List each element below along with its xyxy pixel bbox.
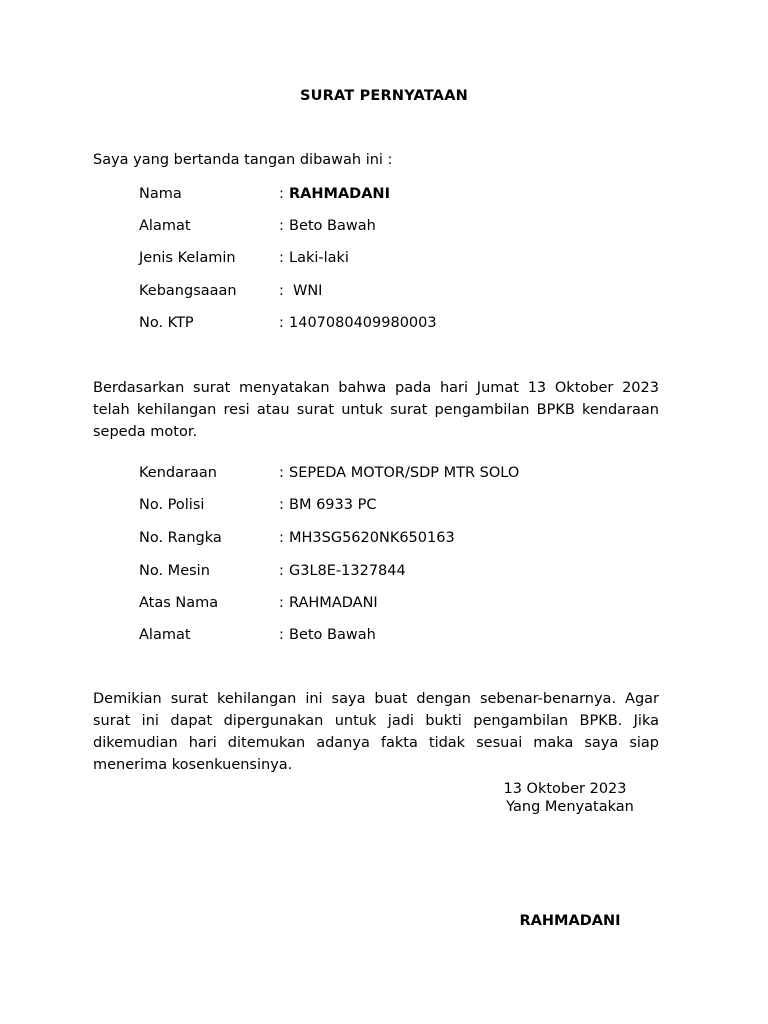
intro-text: Saya yang bertanda tangan dibawah ini : (93, 152, 393, 168)
field-label: Kendaraan (139, 465, 217, 481)
field-value: G3L8E-1327844 (289, 563, 406, 579)
field-colon: : (279, 250, 284, 266)
closing-paragraph: Demikian surat kehilangan ini saya buat dengan sebenar-benarnya. Agar surat ini dapat dipergunakan untuk jadi bukti pengambilan BPKB. Jika dikemudian hari ditemukan adanya fakta tidak sesuai maka saya siap menerima kosenkuensinya. (93, 691, 659, 773)
field-label: No. Mesin (139, 563, 210, 579)
field-label: Alamat (139, 218, 191, 234)
field-colon: : (279, 627, 284, 643)
field-label: No. Polisi (139, 497, 205, 513)
field-label: Alamat (139, 627, 191, 643)
field-colon: : (279, 186, 284, 202)
field-value: 1407080409980003 (289, 315, 437, 331)
field-label: Kebangsaaan (139, 283, 237, 299)
field-colon: : (279, 315, 284, 331)
field-label: Nama (139, 186, 182, 202)
field-colon: : (279, 218, 284, 234)
field-value: Laki-laki (289, 250, 349, 266)
field-label: No. KTP (139, 315, 194, 331)
field-colon: : (279, 595, 284, 611)
field-value: MH3SG5620NK650163 (289, 530, 455, 546)
field-colon: : (279, 497, 284, 513)
document-title: SURAT PERNYATAAN (299, 88, 468, 104)
field-value: Beto Bawah (289, 218, 376, 234)
field-value: RAHMADANI (289, 595, 378, 611)
field-value: WNI (293, 283, 323, 299)
field-colon: : (279, 465, 284, 481)
statement-paragraph: Berdasarkan surat menyatakan bahwa pada hari Jumat 13 Oktober 2023 telah kehilangan resi atau surat untuk surat pengambilan BPKB kendaraan sepeda motor. (93, 380, 659, 440)
field-label: Atas Nama (139, 595, 219, 611)
field-label: No. Rangka (139, 530, 222, 546)
field-colon: : (279, 283, 284, 299)
signer-name: RAHMADANI (519, 913, 621, 929)
field-colon: : (279, 530, 284, 546)
field-value: BM 6933 PC (289, 497, 377, 513)
field-label: Jenis Kelamin (139, 250, 236, 266)
field-value: RAHMADANI (289, 186, 390, 202)
letter-date: 13 Oktober 2023 (503, 781, 627, 797)
field-value: SEPEDA MOTOR/SDP MTR SOLO (289, 465, 520, 481)
field-value: Beto Bawah (289, 627, 376, 643)
signatory-label: Yang Menyatakan (506, 799, 634, 815)
field-colon: : (279, 563, 284, 579)
